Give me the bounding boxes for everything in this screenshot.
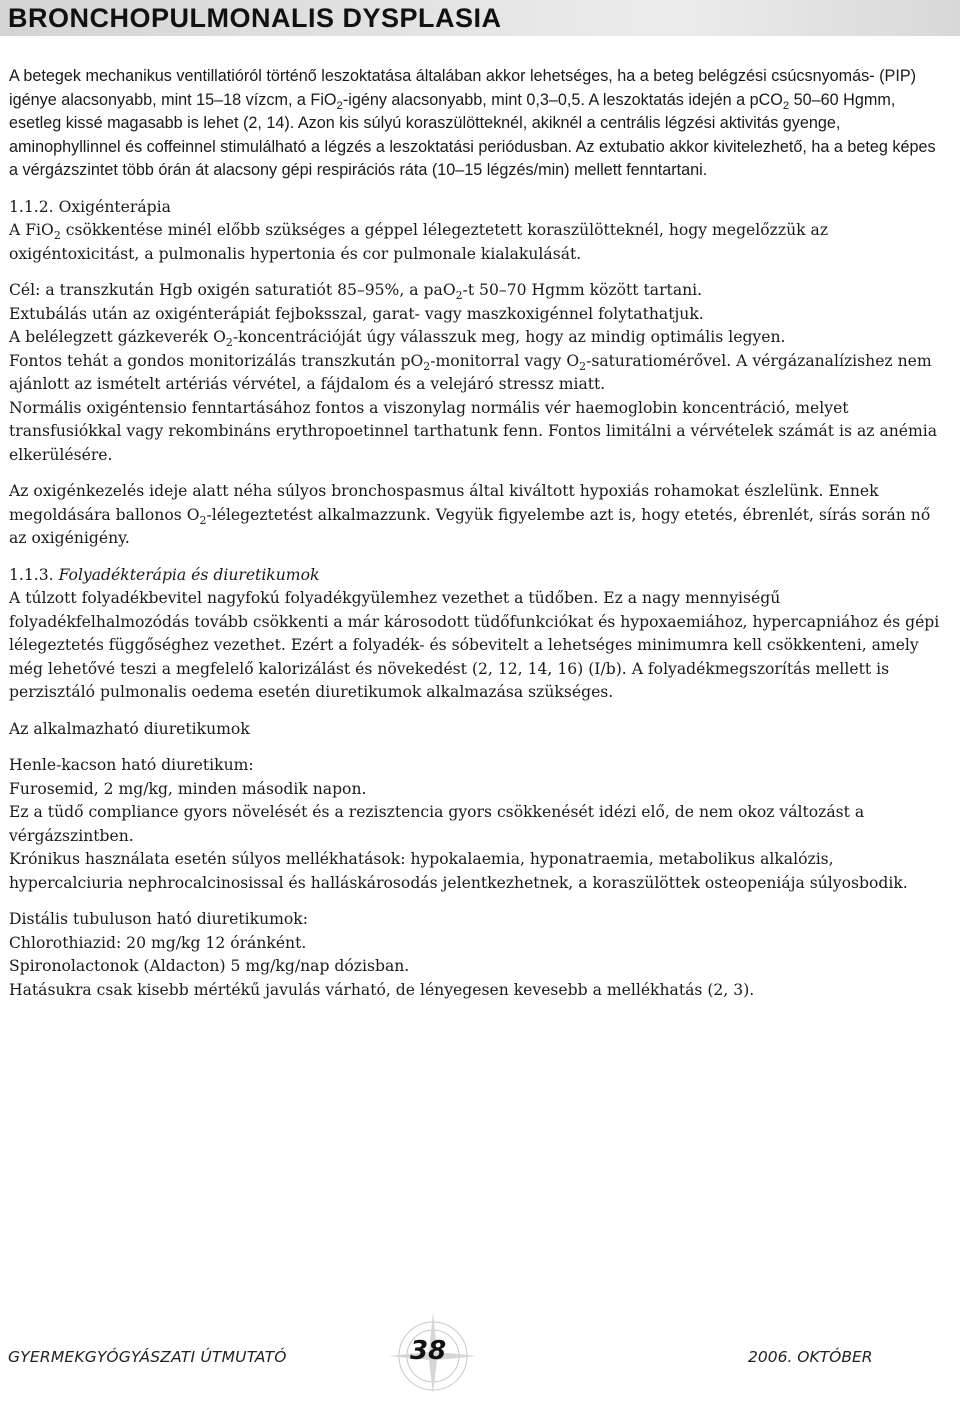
text-run: A betegek mechanikus ventillatióról történő leszoktatása általában akkor lehetséges, ha a beteg belégzési csúcsnyomás- (PIP) igénye alacsonyabb, mint 15–18 vízcm, a FiO	[9, 67, 917, 109]
section-heading-fluids	[9, 564, 944, 588]
page-number: 38	[410, 1336, 447, 1366]
text-run: -lélegeztetést alkalmazzunk. Vegyük figyelembe azt is, hogy etetés, ébrenlét, sírás során nő az oxigénigény.	[9, 505, 931, 547]
subscript: 2	[199, 513, 207, 527]
text-run: 50–60 Hgmm, esetleg kissé magasabb is lehet (2, 14). Azon kis súlyú koraszülötteknél, akiknél a centrális légzési aktivitás gyenge, aminophyllinnel és coffeinnel stimulálható a légzés a leszoktatási periódusban. Az extubatio akkor kivitelezhető, ha a beteg képes a vérgázszintet több órán át alacsony gépi respirációs ráta (10–15 légzés/min) mellett fenntartani.	[9, 90, 936, 179]
subscript: 2	[53, 228, 61, 242]
subscript: 2	[579, 359, 587, 373]
paragraph-haemoglobin: Normális oxigéntensio fenntartásához fontos a viszonylag normális vér haemoglobin koncentráció, melyet transfusiókkal vagy rekombináns erythropoetinnel tarthatunk fenn. Fontos limitálni a vérvételek számát is az anémia elkerülésére.	[9, 398, 938, 464]
text-run: A FiO	[9, 221, 54, 239]
subscript: 2	[782, 99, 790, 112]
text-run: -koncentrációját úgy válasszuk meg, hogy az mindig optimális legyen.	[232, 328, 786, 346]
heading-number: 1.1.3.	[9, 565, 59, 584]
document-body	[9, 65, 944, 1002]
diuretics-title: Az alkalmazható diuretikumok	[9, 719, 250, 738]
section-heading-oxygen: 1.1.2. Oxigénterápia	[9, 197, 171, 216]
text-run: -t 50–70 Hgmm között tartani.	[462, 281, 703, 299]
text-run: Az oxigénkezelés ideje alatt néha súlyos bronchospasmus által kiváltott hypoxiás rohamokat észlelünk. Ennek megoldására ballonos O	[9, 482, 879, 524]
text-run: A belélegzett gázkeverék O	[9, 328, 226, 346]
paragraph-extubation: Extubálás után az oxigénterápiát fejboksszal, garat- vagy maszkoxigénnel folytathatjuk.	[9, 304, 704, 323]
paragraph-bronchospasm	[9, 480, 944, 551]
document-title: BRONCHOPULMONALIS DYSPLASIA	[8, 3, 502, 33]
text-run: Fontos tehát a gondos monitorizálás transzkután pO	[9, 351, 424, 370]
paragraph-monitoring	[9, 350, 944, 397]
paragraph-inhaled-gas	[9, 326, 944, 350]
loop-diuretic-effect: Ez a tüdő compliance gyors növelését és a rezisztencia gyors csökkenését idézi elő, de nem okoz változást a vérgázszintben.	[9, 803, 865, 845]
page-footer	[0, 1330, 960, 1390]
distal-diuretic-spironolactone: Spironolactonok (Aldacton) 5 mg/kg/nap dózisban.	[9, 957, 410, 975]
footer-date: 2006. OKTÓBER	[748, 1348, 873, 1366]
heading-text: Folyadékterápia és diuretikumok	[58, 565, 320, 584]
loop-diuretic-side-effects: Krónikus használata esetén súlyos mellékhatások: hypokalaemia, hyponatraemia, metabolikus alkalózis, hypercalciuria nephrocalcinosissal és halláskárosodás jelentkezhetnek, a koraszülöttek osteopeniája súlyosbodik.	[9, 850, 908, 892]
text-run: -saturatiomérővel. A vérgázanalízishez nem ajánlott az ismételt artériás vérvétel, a fájdalom és a velejáró stressz miatt.	[9, 351, 932, 393]
text-run: -monitorral vagy O	[430, 351, 580, 370]
footer-publication: GYERMEKGYÓGYÁSZATI ÚTMUTATÓ	[8, 1348, 287, 1366]
subscript: 2	[336, 99, 343, 112]
paragraph-weaning	[9, 65, 944, 183]
distal-diuretic-chlorothiazide: Chlorothiazid: 20 mg/kg 12 óránként.	[9, 933, 307, 952]
subscript: 2	[455, 288, 463, 302]
paragraph-goal	[9, 279, 944, 303]
text-run: -igény alacsonyabb, mint 0,3–0,5. A leszoktatás idején a pCO	[342, 90, 783, 109]
paragraph-fio2	[9, 219, 944, 266]
paragraph-fluids: A túlzott folyadékbevitel nagyfokú folyadékgyülemhez vezethet a tüdőben. Ez a nagy mennyiségű folyadékfelhalmozódás tovább csökkenti a már károsodott tüdőfunkciókat és hypoxaemiához, hypercapniához és gépi lélegeztetés függőséghez vezethet. Ezért a folyadék- és sóbevitelt a lehetséges minimumra kell csökkenteni, amely még lehetővé teszi a megfelelő kalorizálást és növekedést (2, 12, 14, 16) (I/b). A folyadékmegszorítás mellett is perzisztáló pulmonalis oedema esetén diuretikumok alkalmazása szükséges.	[9, 589, 940, 701]
distal-diuretic-effect: Hatásukra csak kisebb mértékű javulás várható, de lényegesen kevesebb a mellékhatás (2, 3).	[9, 980, 755, 999]
subscript: 2	[225, 335, 233, 349]
subscript: 2	[423, 359, 431, 373]
text-run: Cél: a transzkután Hgb oxigén saturatiót 85–95%, a paO	[9, 281, 456, 299]
text-run: csökkentése minél előbb szükséges a géppel lélegeztetett koraszülötteknél, hogy megelőzzük az oxigéntoxicitást, a pulmonalis hypertonia és cor pulmonale kialakulását.	[9, 221, 829, 263]
distal-diuretic-title: Distális tubuluson ható diuretikumok:	[9, 910, 309, 928]
loop-diuretic-dose: Furosemid, 2 mg/kg, minden második napon.	[9, 779, 367, 798]
loop-diuretic-title: Henle-kacson ható diuretikum:	[9, 756, 254, 774]
